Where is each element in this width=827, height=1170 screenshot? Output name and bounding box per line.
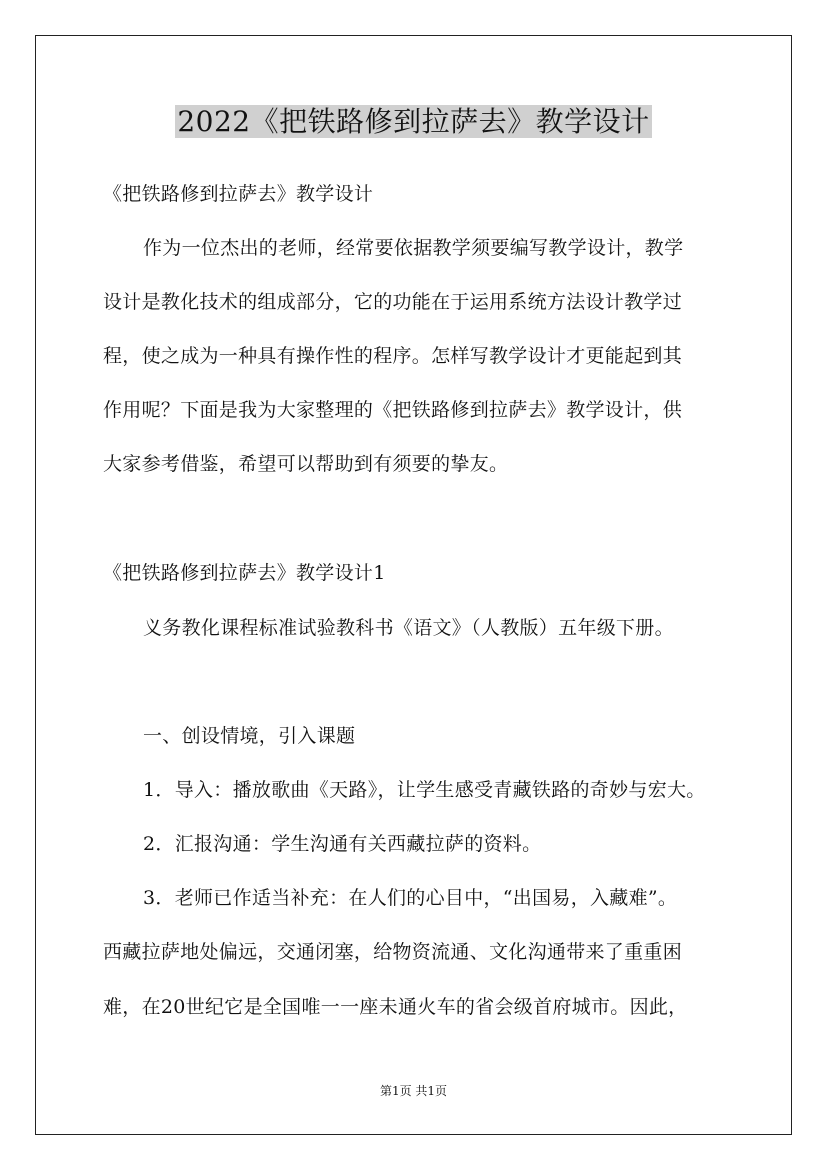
page-footer: 第1页 共1页 [379,1084,448,1098]
paragraph-line: 程，使之成为一种具有操作性的程序。怎样写教学设计才更能起到其 [103,345,683,367]
paragraph-line: 作为一位杰出的老师，经常要依据教学须要编写教学设计，教学 [143,237,684,259]
paragraph-line: 作用呢？下面是我为大家整理的《把铁路修到拉萨去》教学设计，供 [103,399,683,421]
subtitle-line: 《把铁路修到拉萨去》教学设计 [103,183,374,205]
list-item: 3．老师已作适当补充：在人们的心目中，“出国易，入藏难”。 [143,887,678,909]
document-title [0,100,827,144]
section-heading: 《把铁路修到拉萨去》教学设计1 [103,562,386,584]
paragraph-line: 难，在20世纪它是全国唯一一座未通火车的省会级首府城市。因此， [103,996,688,1018]
list-item: 1．导入：播放歌曲《天路》，让学生感受青藏铁路的奇妙与宏大。 [143,779,706,801]
paragraph-line: 义务教化课程标准试验教科书《语文》（人教版）五年级下册。 [143,617,674,639]
document-title-text: 2022《把铁路修到拉萨去》教学设计 [177,105,650,138]
paragraph-line: 设计是教化技术的组成部分，它的功能在于运用系统方法设计教学过 [103,291,683,313]
paragraph-line: 大家参考借鉴，希望可以帮助到有须要的挚友。 [103,453,509,475]
list-heading: 一、创设情境，引入课题 [143,725,356,747]
paragraph-line: 西藏拉萨地处偏远，交通闭塞，给物资流通、文化沟通带来了重重困 [103,941,683,963]
list-item: 2．汇报沟通：学生沟通有关西藏拉萨的资料。 [143,833,542,855]
